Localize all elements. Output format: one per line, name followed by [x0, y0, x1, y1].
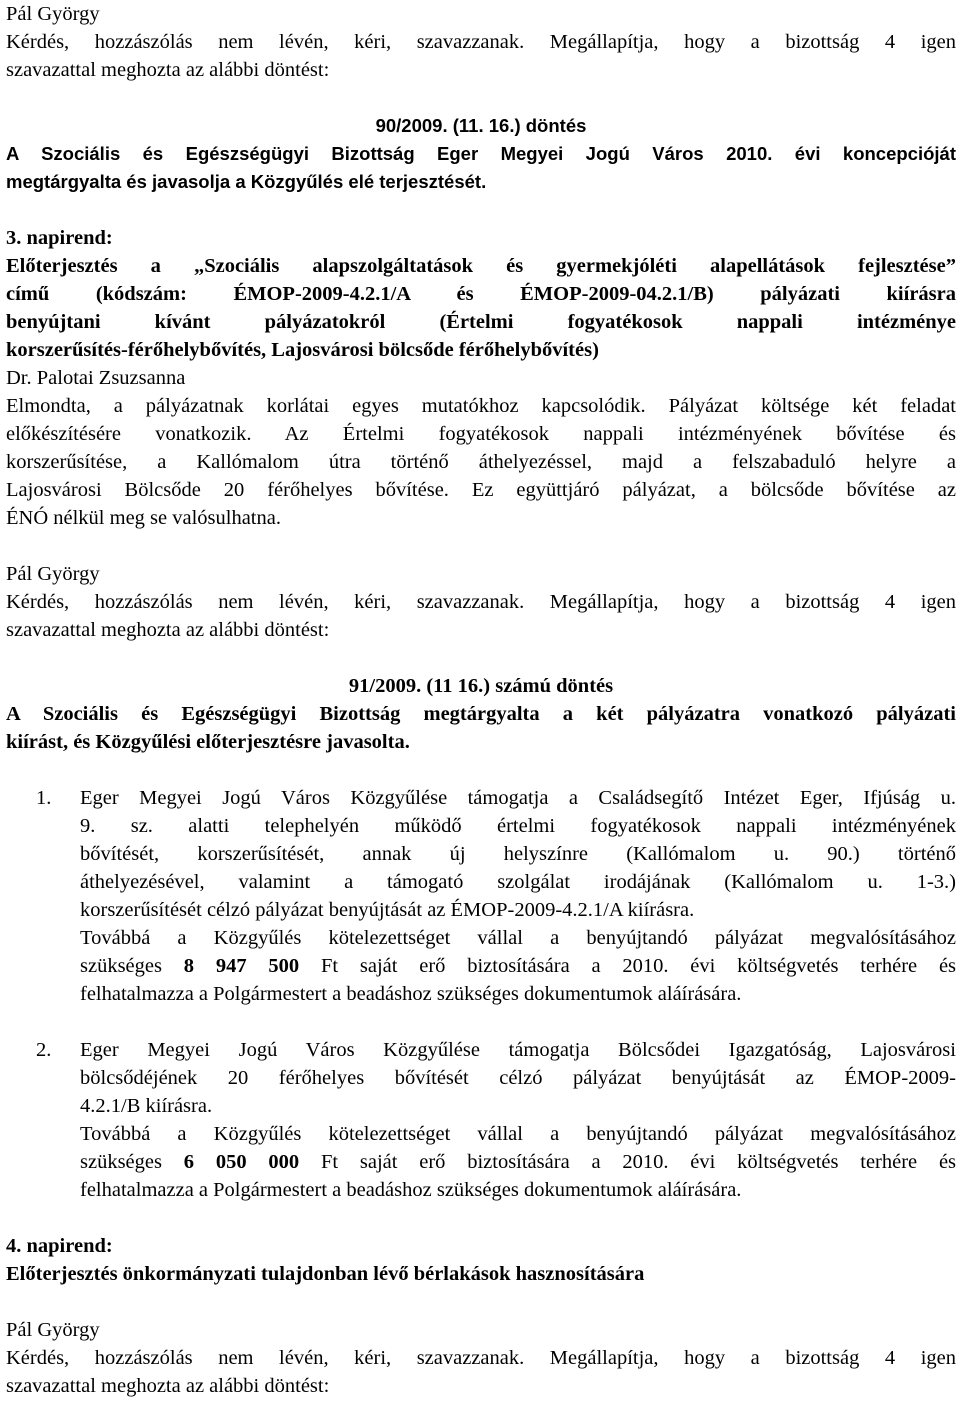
agenda-title: korszerűsítés-férőhelybővítés, Lajosvárosi bölcsőde férőhelybővítés)	[6, 339, 599, 361]
item-text: Továbbá a Közgyűlés kötelezettséget vállal a benyújtandó pályázat megvalósításához	[80, 927, 956, 949]
item-text: Eger Megyei Jogú Város Közgyűlése támogatja a Családsegítő Intézet Eger, Ifjúság u.	[80, 787, 956, 809]
vote-text: Kérdés, hozzászólás nem lévén, kéri, szavazzanak. Megállapítja, hogy a bizottság 4 igen	[6, 1347, 956, 1369]
item-text-post: Ft saját erő biztosítására a 2010. évi költségvetés terhére és	[320, 1151, 957, 1173]
item-amount: 6 050 000	[183, 1151, 300, 1173]
vote-text: Kérdés, hozzászólás nem lévén, kéri, szavazzanak. Megállapítja, hogy a bizottság 4 igen	[6, 31, 956, 53]
decision-title: 90/2009. (11. 16.) döntés	[375, 115, 587, 136]
item-number: 1.	[36, 787, 52, 809]
document-page	[6, 0, 956, 1400]
item-text-pre: szükséges	[80, 1151, 162, 1173]
item-amount: 8 947 500	[183, 955, 300, 977]
statement-text: Lajosvárosi Bölcsőde 20 férőhelyes bővítése. Ez együttjáró pályázat, a bölcsőde bővítése az	[6, 479, 956, 501]
decision-title: 91/2009. (11 16.) számú döntés	[348, 675, 614, 697]
statement-text: Elmondta, a pályázatnak korlátai egyes mutatókhoz kapcsolódik. Pályázat költsége két feladat	[6, 395, 956, 417]
item-text: áthelyezésével, valamint a támogató szolgálat irodájának (Kallómalom u. 1-3.)	[80, 871, 956, 893]
vote-text: Kérdés, hozzászólás nem lévén, kéri, szavazzanak. Megállapítja, hogy a bizottság 4 igen	[6, 591, 956, 613]
item-text: 4.2.1/B kiírásra.	[80, 1095, 213, 1117]
decision-text: kiírást, és Közgyűlési előterjesztésre javasolta.	[6, 731, 410, 753]
item-text: felhatalmazza a Polgármestert a beadáshoz szükséges dokumentumok aláírására.	[80, 1179, 742, 1201]
agenda-title: benyújtani kívánt pályázatokról (Értelmi fogyatékosok nappali intézménye	[6, 311, 956, 333]
item-text: Eger Megyei Jogú Város Közgyűlése támogatja Bölcsődei Igazgatóság, Lajosvárosi	[80, 1039, 956, 1061]
item-number: 2.	[36, 1039, 52, 1061]
speaker-name: Pál György	[6, 563, 100, 585]
item-text: 9. sz. alatti telephelyén működő értelmi fogyatékosok nappali intézményének	[80, 815, 956, 837]
speaker-name: Dr. Palotai Zsuzsanna	[6, 367, 186, 389]
agenda-title: Előterjesztés önkormányzati tulajdonban lévő bérlakások hasznosítására	[6, 1263, 645, 1285]
vote-text: szavazattal meghozta az alábbi döntést:	[6, 1375, 330, 1397]
decision-text: A Szociális és Egészségügyi Bizottság Eger Megyei Jogú Város 2010. évi koncepcióját	[6, 143, 956, 164]
item-text: bővítését, korszerűsítését, annak új helyszínre (Kallómalom u. 90.) történő	[80, 843, 956, 865]
agenda-title: című (kódszám: ÉMOP-2009-4.2.1/A és ÉMOP-2009-04.2.1/B) pályázati kiírásra	[6, 283, 956, 305]
vote-text: szavazattal meghozta az alábbi döntést:	[6, 59, 330, 81]
agenda-title: Előterjesztés a „Szociális alapszolgáltatások és gyermekjóléti alapellátások fejlesztése”	[6, 255, 956, 277]
decision-item-1	[6, 784, 956, 1008]
item-text: felhatalmazza a Polgármestert a beadáshoz szükséges dokumentumok aláírására.	[80, 983, 742, 1005]
speaker-name: Pál György	[6, 3, 100, 25]
agenda-heading: 4. napirend:	[6, 1235, 113, 1257]
decision-item-2	[6, 1036, 956, 1204]
item-text: bölcsődéjének 20 férőhelyes bővítését célzó pályázat benyújtását az ÉMOP-2009-	[80, 1067, 956, 1089]
item-text	[6, 952, 956, 980]
statement-text: előkészítésére vonatkozik. Az Értelmi fogyatékosok nappali intézményének bővítése és	[6, 423, 956, 445]
decision-text: megtárgyalta és javasolja a Közgyűlés elé terjesztését.	[6, 171, 487, 192]
item-text: korszerűsítését célzó pályázat benyújtását az ÉMOP-2009-4.2.1/A kiírásra.	[80, 899, 695, 921]
statement-text: korszerűsítése, a Kallómalom útra történő áthelyezéssel, majd a felszabaduló helyre a	[6, 451, 956, 473]
vote-text: szavazattal meghozta az alábbi döntést:	[6, 619, 330, 641]
speaker-name: Pál György	[6, 1319, 100, 1341]
decision-text: A Szociális és Egészségügyi Bizottság megtárgyalta a két pályázatra vonatkozó pályázati	[6, 703, 956, 725]
item-text-post: Ft saját erő biztosítására a 2010. évi költségvetés terhére és	[320, 955, 957, 977]
item-text: Továbbá a Közgyűlés kötelezettséget vállal a benyújtandó pályázat megvalósításához	[80, 1123, 956, 1145]
agenda-heading: 3. napirend:	[6, 227, 113, 249]
item-text	[6, 1148, 956, 1176]
item-text-pre: szükséges	[80, 955, 162, 977]
statement-text: ÉNÓ nélkül meg se valósulhatna.	[6, 507, 281, 529]
